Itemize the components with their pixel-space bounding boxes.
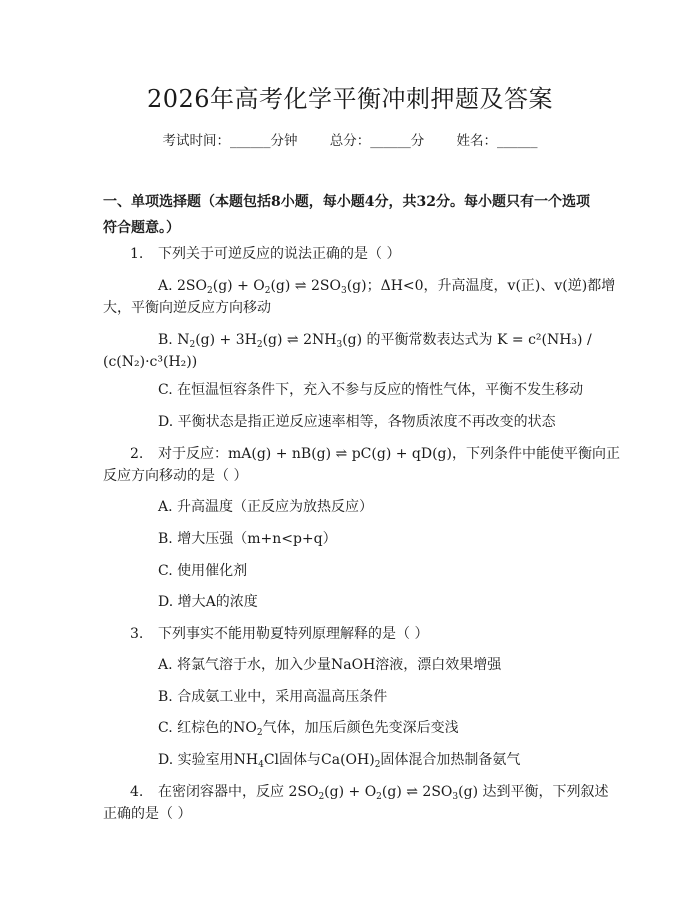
question-1-option-b: B. $N_2(g) + 3H_2(g)$ ⇌ $2NH_3(g)$ 的平衡常数表达式为 K = c²(NH₃) / — [158, 332, 592, 350]
question-4-stem-cont: 正确的是（ ） — [103, 806, 192, 822]
student-name-field: 姓名：______ — [456, 133, 538, 149]
question-2-option-d: D. 增大A的浓度 — [158, 594, 258, 610]
section-heading-line1: 一、单项选择题（本题包括8小题，每小题4分，共32分。每小题只有一个选项 — [103, 194, 590, 210]
question-2-stem: 2. 对于反应：mA(g) + nB(g) ⇌ pC(g) + qD(g)，下列条件中能使平衡向正 — [130, 446, 620, 462]
question-3-option-d: D. 实验室用$NH_4Cl$固体与$Ca(OH)_2$固体混合加热制备氨气 — [158, 752, 521, 770]
question-3-stem: 3. 下列事实不能用勒夏特列原理解释的是（ ） — [130, 626, 429, 642]
question-3-option-a: A. 将氯气溶于水，加入少量NaOH溶液，漂白效果增强 — [158, 657, 502, 673]
question-4-stem: 4. 在密闭容器中，反应 $2SO_2(g) + O_2(g)$ ⇌ $2SO_3(g)$ 达到平衡，下列叙述 — [130, 784, 609, 802]
section-heading-line2: 符合题意。） — [103, 220, 180, 236]
question-1-option-d: D. 平衡状态是指正逆反应速率相等，各物质浓度不再改变的状态 — [158, 414, 556, 430]
question-2-option-c: C. 使用催化剂 — [158, 563, 248, 579]
page-title: 2026年高考化学平衡冲刺押题及答案 — [146, 85, 554, 113]
question-2-stem-cont: 反应方向移动的是（ ） — [103, 468, 248, 484]
question-number: 2. — [130, 446, 144, 462]
question-3-option-c: C. 红棕色的$NO_2$气体，加压后颜色先变深后变浅 — [158, 720, 459, 738]
question-number: 4. — [130, 784, 144, 800]
question-number: 3. — [130, 626, 144, 642]
question-1-option-a-cont: 大，平衡向逆反应方向移动 — [103, 300, 271, 316]
question-1-option-b-cont: (c(N₂)·c³(H₂)) — [103, 354, 198, 370]
question-number: 1. — [130, 246, 144, 262]
question-2-option-a: A. 升高温度（正反应为放热反应） — [158, 499, 374, 515]
question-3-option-b: B. 合成氨工业中，采用高温高压条件 — [158, 689, 388, 705]
exam-time-field: 考试时间：______分钟 — [162, 133, 298, 149]
question-2-option-b: B. 增大压强（m+n<p+q） — [158, 531, 337, 547]
question-1-option-c: C. 在恒温恒容条件下，充入不参与反应的惰性气体，平衡不发生移动 — [158, 382, 584, 398]
exam-info-row — [0, 131, 700, 151]
question-1-stem: 1. 下列关于可逆反应的说法正确的是（ ） — [130, 246, 401, 262]
section-heading — [103, 189, 603, 241]
total-score-field: 总分：______分 — [329, 133, 425, 149]
question-1-option-a: A. $2SO_2(g) + O_2(g)$ ⇌ $2SO_3(g)$；ΔH<0，升高温度，v(正)、v(逆)都增 — [158, 278, 616, 296]
